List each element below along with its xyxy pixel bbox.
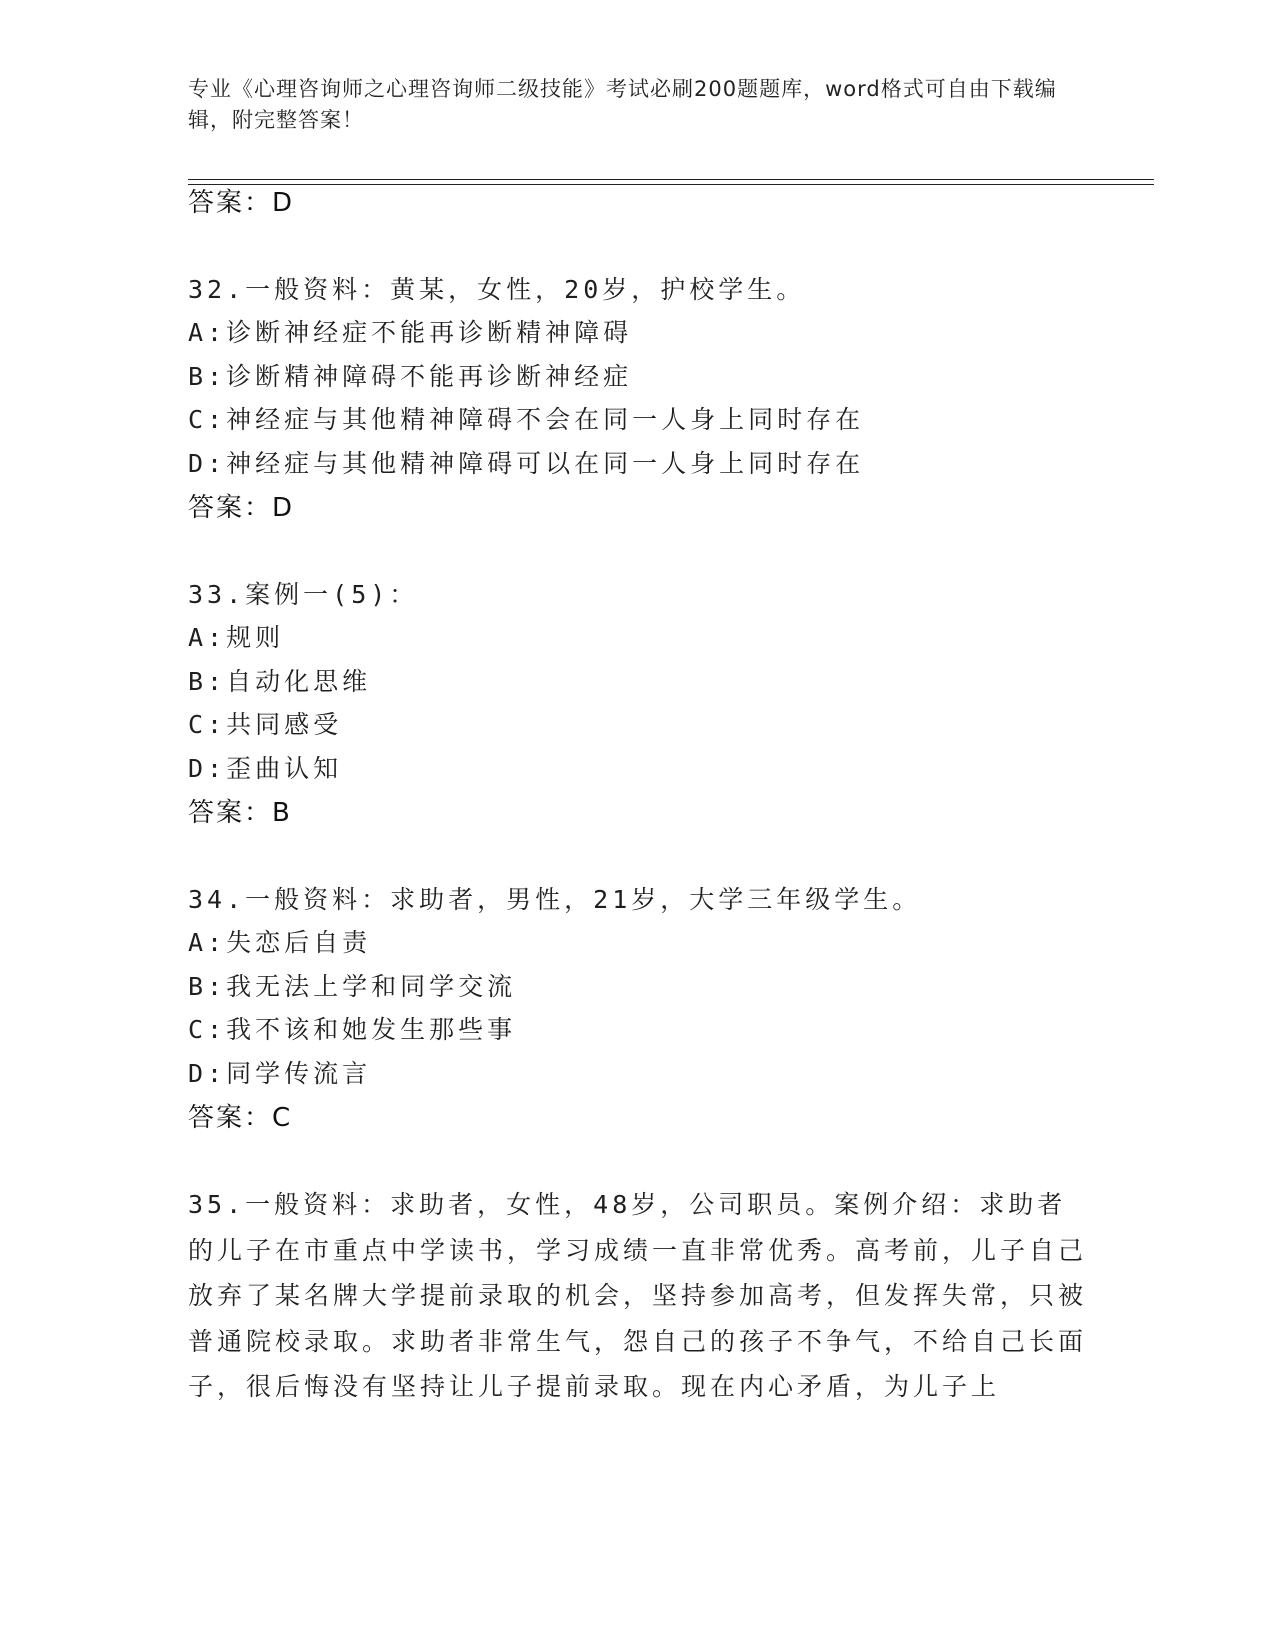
question-stem-34: 34.一般资料：求助者，男性，21岁，大学三年级学生。 (188, 885, 922, 914)
option-32-c: C:神经症与其他精神障碍不会在同一人身上同时存在 (188, 405, 865, 434)
option-34-c: C:我不该和她发生那些事 (188, 1015, 517, 1044)
question-stem-33: 33.案例一(5)： (188, 580, 419, 609)
option-33-b: B:自动化思维 (188, 667, 372, 696)
question-stem-32: 32.一般资料：黄某，女性，20岁，护校学生。 (188, 275, 806, 304)
document-header: 专业《心理咨询师之心理咨询师二级技能》考试必刷200题题库，word格式可自由下载编辑，附完整答案！ (188, 77, 1057, 132)
answer-32: 答案：D (188, 493, 295, 523)
option-33-d: D:歪曲认知 (188, 754, 343, 783)
question-stem-35: 35.一般资料：求助者，女性，48岁，公司职员。案例介绍：求助者的儿子在市重点中学读书，学习成绩一直非常优秀。高考前，儿子自己放弃了某名牌大学提前录取的机会，坚持参加高考，但发挥失常，只被普通院校录取。求助者非常生气，怨自己的孩子不争气，不给自己长面子，很后悔没有坚持让儿子提前录取。现在内心矛盾，为儿子上 (188, 1190, 1088, 1401)
option-32-a: A:诊断神经症不能再诊断精神障碍 (188, 318, 633, 347)
answer-34: 答案：C (188, 1103, 293, 1133)
option-33-c: C:共同感受 (188, 710, 343, 739)
option-34-d: D:同学传流言 (188, 1059, 372, 1088)
option-32-d: D:神经症与其他精神障碍可以在同一人身上同时存在 (188, 449, 865, 478)
answer-33: 答案：B (188, 798, 292, 828)
option-32-b: B:诊断精神障碍不能再诊断神经症 (188, 362, 633, 391)
option-34-b: B:我无法上学和同学交流 (188, 972, 517, 1001)
answer-prev: 答案：D (188, 188, 295, 218)
option-34-a: A:失恋后自责 (188, 928, 372, 957)
header-rule-bottom (188, 184, 1154, 185)
option-33-a: A:规则 (188, 623, 285, 652)
header-rule-top (188, 179, 1154, 180)
